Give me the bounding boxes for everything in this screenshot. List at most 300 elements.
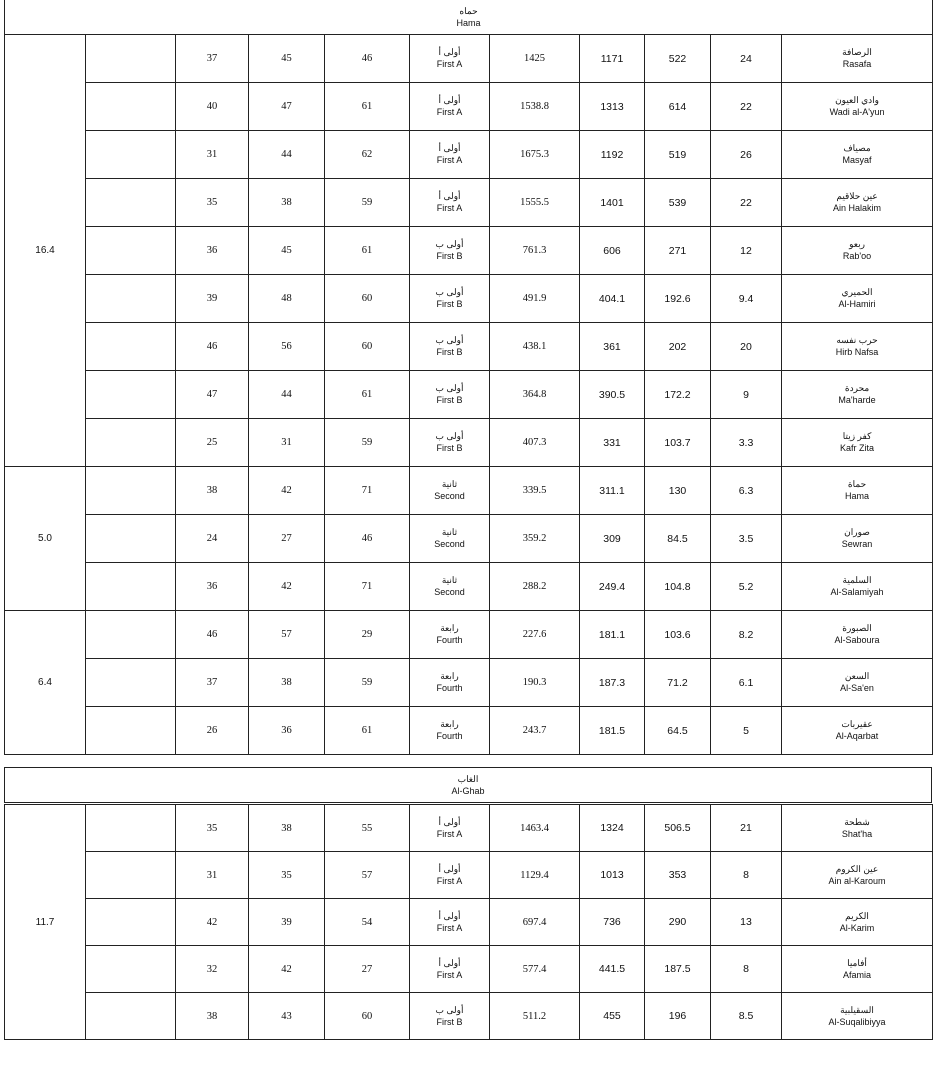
- value-cell: 38: [249, 805, 325, 852]
- value-cell: 539: [645, 179, 711, 227]
- value-cell: 55: [325, 805, 410, 852]
- value-cell: 181.5: [580, 707, 645, 755]
- table-row: [5, 611, 933, 659]
- value-cell: 1538.8: [490, 83, 580, 131]
- class-label-en: First A: [436, 875, 463, 886]
- value-cell: 46: [176, 323, 249, 371]
- class-label-en: First A: [436, 59, 463, 69]
- value-cell: 736: [580, 899, 645, 946]
- value-cell: 761.3: [490, 227, 580, 275]
- table-row: [5, 371, 933, 419]
- class-label-ar: ثانية: [441, 479, 458, 489]
- location-name-ar: السلمية: [842, 575, 872, 585]
- value-cell: 1425: [490, 35, 580, 83]
- value-cell: 20: [711, 323, 782, 371]
- location-cell: [782, 707, 933, 755]
- value-cell: 38: [176, 993, 249, 1040]
- empty-cell: [86, 35, 176, 83]
- location-cell: [782, 611, 933, 659]
- location-cell: [782, 659, 933, 707]
- location-name-en: Masyaf: [842, 155, 872, 165]
- value-cell: 24: [711, 35, 782, 83]
- class-label-ar: أولى ب: [435, 287, 464, 297]
- value-cell: 26: [176, 707, 249, 755]
- value-cell: 21: [711, 805, 782, 852]
- location-cell: [782, 35, 933, 83]
- location-name-ar: عين حلاقيم: [836, 191, 878, 201]
- class-label-en: First A: [436, 922, 463, 933]
- value-cell: 339.5: [490, 467, 580, 515]
- value-cell: 59: [325, 419, 410, 467]
- value-cell: 42: [249, 563, 325, 611]
- value-cell: 44: [249, 371, 325, 419]
- value-cell: 43: [249, 993, 325, 1040]
- value-cell: 511.2: [490, 993, 580, 1040]
- value-cell: 36: [249, 707, 325, 755]
- value-cell: 57: [325, 852, 410, 899]
- group-value-cell: 5.0: [5, 467, 86, 611]
- value-cell: 39: [176, 275, 249, 323]
- value-cell: 38: [249, 659, 325, 707]
- value-cell: 196: [645, 993, 711, 1040]
- table-row: [5, 805, 933, 852]
- value-cell: 47: [176, 371, 249, 419]
- value-cell: 103.7: [645, 419, 711, 467]
- value-cell: 9.4: [711, 275, 782, 323]
- value-cell: 61: [325, 707, 410, 755]
- class-cell: [410, 993, 490, 1040]
- class-label-en: First B: [436, 251, 463, 261]
- class-label-en: First B: [436, 443, 463, 453]
- class-cell: [410, 946, 490, 993]
- value-cell: 71: [325, 563, 410, 611]
- table-row: [5, 659, 933, 707]
- value-cell: 491.9: [490, 275, 580, 323]
- location-name-ar: صوران: [844, 527, 870, 537]
- class-cell: [410, 35, 490, 83]
- empty-cell: [86, 83, 176, 131]
- value-cell: 190.3: [490, 659, 580, 707]
- ghab-table: [4, 804, 933, 1040]
- value-cell: 331: [580, 419, 645, 467]
- location-cell: [782, 419, 933, 467]
- value-cell: 84.5: [645, 515, 711, 563]
- class-label-ar: أولى ب: [435, 383, 464, 393]
- section-title-en: Hama: [456, 17, 481, 28]
- location-name-ar: السعن: [844, 671, 870, 681]
- empty-cell: [86, 707, 176, 755]
- value-cell: 311.1: [580, 467, 645, 515]
- value-cell: 36: [176, 563, 249, 611]
- value-cell: 8: [711, 946, 782, 993]
- value-cell: 130: [645, 467, 711, 515]
- value-cell: 45: [249, 35, 325, 83]
- section-title-ar: حماه: [459, 5, 478, 16]
- class-label-ar: أولى ب: [435, 239, 464, 249]
- section-header-ghab: [5, 768, 932, 803]
- empty-cell: [86, 419, 176, 467]
- hama-table: [4, 0, 933, 755]
- location-name-ar: حماة: [847, 479, 867, 489]
- value-cell: 5.2: [711, 563, 782, 611]
- empty-cell: [86, 946, 176, 993]
- value-cell: 1324: [580, 805, 645, 852]
- class-label-en: Second: [434, 539, 465, 549]
- value-cell: 697.4: [490, 899, 580, 946]
- class-label-en: Fourth: [436, 635, 463, 645]
- value-cell: 13: [711, 899, 782, 946]
- class-label-en: Fourth: [436, 683, 463, 693]
- class-cell: [410, 323, 490, 371]
- value-cell: 46: [325, 515, 410, 563]
- section-header-hama: [5, 0, 933, 35]
- value-cell: 60: [325, 323, 410, 371]
- location-cell: [782, 946, 933, 993]
- table-row: [5, 227, 933, 275]
- location-name-ar: محردة: [844, 383, 870, 393]
- value-cell: 59: [325, 659, 410, 707]
- value-cell: 45: [249, 227, 325, 275]
- location-cell: [782, 323, 933, 371]
- location-name-en: Wadi al-A'yun: [829, 107, 885, 117]
- value-cell: 614: [645, 83, 711, 131]
- class-cell: [410, 899, 490, 946]
- location-name-ar: مصياف: [843, 143, 871, 153]
- value-cell: 364.8: [490, 371, 580, 419]
- class-cell: [410, 227, 490, 275]
- value-cell: 35: [176, 805, 249, 852]
- empty-cell: [86, 805, 176, 852]
- location-name-ar: أفاميا: [847, 957, 867, 968]
- class-cell: [410, 852, 490, 899]
- class-label-ar: أولى أ: [438, 47, 461, 57]
- location-name-ar: الحميري: [841, 287, 873, 297]
- value-cell: 62: [325, 131, 410, 179]
- value-cell: 27: [325, 946, 410, 993]
- location-cell: [782, 993, 933, 1040]
- value-cell: 35: [176, 179, 249, 227]
- table-row: [5, 35, 933, 83]
- empty-cell: [86, 323, 176, 371]
- location-name-en: Al-Suqalibiyya: [828, 1016, 886, 1027]
- value-cell: 44: [249, 131, 325, 179]
- table-row: [5, 707, 933, 755]
- value-cell: 47: [249, 83, 325, 131]
- group-value-cell: 11.7: [5, 805, 86, 1040]
- table-row: [5, 993, 933, 1040]
- value-cell: 243.7: [490, 707, 580, 755]
- empty-cell: [86, 275, 176, 323]
- value-cell: 359.2: [490, 515, 580, 563]
- value-cell: 1013: [580, 852, 645, 899]
- value-cell: 606: [580, 227, 645, 275]
- value-cell: 31: [249, 419, 325, 467]
- location-name-en: Rasafa: [842, 59, 872, 69]
- class-cell: [410, 515, 490, 563]
- location-name-ar: عين الكروم: [835, 863, 879, 874]
- class-label-ar: رابعة: [440, 623, 459, 633]
- value-cell: 42: [176, 899, 249, 946]
- location-name-en: Al-Saboura: [834, 635, 880, 645]
- value-cell: 3.5: [711, 515, 782, 563]
- value-cell: 192.6: [645, 275, 711, 323]
- location-name-en: Al-Sa'en: [840, 683, 874, 693]
- location-name-en: Kafr Zita: [840, 443, 875, 453]
- empty-cell: [86, 467, 176, 515]
- value-cell: 64.5: [645, 707, 711, 755]
- class-label-ar: أولى أ: [438, 143, 461, 153]
- ghab-header-table: [4, 767, 932, 803]
- value-cell: 3.3: [711, 419, 782, 467]
- class-cell: [410, 131, 490, 179]
- location-name-ar: الكريم: [845, 910, 869, 921]
- table-row: [5, 419, 933, 467]
- class-cell: [410, 275, 490, 323]
- class-label-en: First A: [436, 828, 463, 839]
- class-label-ar: رابعة: [440, 719, 459, 729]
- table-row: [5, 83, 933, 131]
- value-cell: 1313: [580, 83, 645, 131]
- value-cell: 187.3: [580, 659, 645, 707]
- location-cell: [782, 805, 933, 852]
- empty-cell: [86, 515, 176, 563]
- location-cell: [782, 371, 933, 419]
- location-name-en: Hirb Nafsa: [835, 347, 879, 357]
- value-cell: 60: [325, 993, 410, 1040]
- value-cell: 27: [249, 515, 325, 563]
- empty-cell: [86, 227, 176, 275]
- value-cell: 361: [580, 323, 645, 371]
- value-cell: 5: [711, 707, 782, 755]
- value-cell: 8.5: [711, 993, 782, 1040]
- value-cell: 29: [325, 611, 410, 659]
- value-cell: 71.2: [645, 659, 711, 707]
- class-label-en: First A: [436, 107, 463, 117]
- value-cell: 48: [249, 275, 325, 323]
- value-cell: 1401: [580, 179, 645, 227]
- location-cell: [782, 852, 933, 899]
- section-title-en: Al-Ghab: [451, 785, 485, 796]
- location-name-ar: كفر زيتا: [842, 431, 872, 441]
- class-label-en: Second: [434, 491, 465, 501]
- location-cell: [782, 131, 933, 179]
- value-cell: 1463.4: [490, 805, 580, 852]
- value-cell: 26: [711, 131, 782, 179]
- class-cell: [410, 805, 490, 852]
- location-name-ar: وادي العيون: [835, 95, 880, 105]
- value-cell: 187.5: [645, 946, 711, 993]
- class-cell: [410, 611, 490, 659]
- class-label-ar: أولى أ: [438, 95, 461, 105]
- value-cell: 59: [325, 179, 410, 227]
- location-cell: [782, 83, 933, 131]
- class-cell: [410, 83, 490, 131]
- class-label-en: First A: [436, 203, 463, 213]
- location-name-en: Ma'harde: [838, 395, 876, 405]
- location-name-en: Al-Hamiri: [838, 299, 876, 309]
- location-name-en: Rab'oo: [842, 251, 872, 261]
- table-row: [5, 323, 933, 371]
- location-cell: [782, 899, 933, 946]
- value-cell: 36: [176, 227, 249, 275]
- value-cell: 172.2: [645, 371, 711, 419]
- value-cell: 1555.5: [490, 179, 580, 227]
- table-row: [5, 131, 933, 179]
- group-value-cell: 16.4: [5, 35, 86, 467]
- table-row: [5, 467, 933, 515]
- value-cell: 46: [325, 35, 410, 83]
- empty-cell: [86, 852, 176, 899]
- table-row: [5, 563, 933, 611]
- location-name-en: Ain Halakim: [833, 203, 882, 213]
- value-cell: 227.6: [490, 611, 580, 659]
- value-cell: 35: [249, 852, 325, 899]
- class-cell: [410, 467, 490, 515]
- location-name-en: Shat'ha: [841, 828, 873, 839]
- empty-cell: [86, 993, 176, 1040]
- value-cell: 31: [176, 131, 249, 179]
- value-cell: 22: [711, 179, 782, 227]
- value-cell: 1171: [580, 35, 645, 83]
- empty-cell: [86, 659, 176, 707]
- value-cell: 42: [249, 946, 325, 993]
- value-cell: 407.3: [490, 419, 580, 467]
- table-row: [5, 179, 933, 227]
- value-cell: 12: [711, 227, 782, 275]
- value-cell: 6.3: [711, 467, 782, 515]
- value-cell: 39: [249, 899, 325, 946]
- empty-cell: [86, 611, 176, 659]
- value-cell: 25: [176, 419, 249, 467]
- location-name-ar: شطحة: [844, 816, 870, 827]
- group-value-cell: 6.4: [5, 611, 86, 755]
- value-cell: 353: [645, 852, 711, 899]
- location-cell: [782, 275, 933, 323]
- value-cell: 61: [325, 371, 410, 419]
- value-cell: 40: [176, 83, 249, 131]
- table-row: [5, 515, 933, 563]
- value-cell: 103.6: [645, 611, 711, 659]
- value-cell: 309: [580, 515, 645, 563]
- class-label-ar: أولى ب: [435, 431, 464, 441]
- location-name-en: Afamia: [842, 969, 871, 980]
- value-cell: 37: [176, 35, 249, 83]
- value-cell: 54: [325, 899, 410, 946]
- class-label-ar: أولى ب: [435, 335, 464, 345]
- location-name-ar: الرصافة: [842, 47, 872, 57]
- location-name-ar: ربعو: [849, 239, 865, 249]
- value-cell: 404.1: [580, 275, 645, 323]
- class-label-ar: أولى أ: [438, 191, 461, 201]
- value-cell: 290: [645, 899, 711, 946]
- location-name-en: Al-Karim: [839, 922, 875, 933]
- value-cell: 438.1: [490, 323, 580, 371]
- value-cell: 455: [580, 993, 645, 1040]
- class-label-en: First A: [436, 969, 463, 980]
- value-cell: 57: [249, 611, 325, 659]
- class-label-en: Second: [434, 587, 465, 597]
- value-cell: 1129.4: [490, 852, 580, 899]
- table-row: [5, 852, 933, 899]
- value-cell: 288.2: [490, 563, 580, 611]
- class-label-en: First A: [436, 155, 463, 165]
- class-cell: [410, 371, 490, 419]
- value-cell: 71: [325, 467, 410, 515]
- value-cell: 1192: [580, 131, 645, 179]
- value-cell: 31: [176, 852, 249, 899]
- value-cell: 8: [711, 852, 782, 899]
- value-cell: 37: [176, 659, 249, 707]
- class-label-ar: رابعة: [440, 671, 459, 681]
- empty-cell: [86, 131, 176, 179]
- value-cell: 1675.3: [490, 131, 580, 179]
- class-label-ar: أولى أ: [438, 957, 461, 968]
- value-cell: 577.4: [490, 946, 580, 993]
- value-cell: 46: [176, 611, 249, 659]
- class-label-ar: أولى أ: [438, 816, 461, 827]
- location-name-ar: عقيربات: [841, 719, 873, 729]
- empty-cell: [86, 371, 176, 419]
- empty-cell: [86, 899, 176, 946]
- class-label-ar: ثانية: [441, 575, 458, 585]
- value-cell: 6.1: [711, 659, 782, 707]
- value-cell: 38: [249, 179, 325, 227]
- value-cell: 9: [711, 371, 782, 419]
- class-label-en: Fourth: [436, 731, 463, 741]
- class-cell: [410, 563, 490, 611]
- table-row: [5, 946, 933, 993]
- value-cell: 519: [645, 131, 711, 179]
- location-name-ar: الصبورة: [842, 623, 872, 633]
- value-cell: 181.1: [580, 611, 645, 659]
- location-name-ar: حرب نفسه: [836, 335, 878, 345]
- value-cell: 56: [249, 323, 325, 371]
- class-label-ar: أولى ب: [435, 1004, 464, 1015]
- class-label-en: First B: [436, 1016, 463, 1027]
- location-name-en: Hama: [845, 491, 870, 501]
- value-cell: 38: [176, 467, 249, 515]
- class-label-ar: أولى أ: [438, 863, 461, 874]
- value-cell: 22: [711, 83, 782, 131]
- table-row: [5, 899, 933, 946]
- value-cell: 61: [325, 83, 410, 131]
- value-cell: 104.8: [645, 563, 711, 611]
- class-label-en: First B: [436, 347, 463, 357]
- class-label-ar: أولى أ: [438, 910, 461, 921]
- class-cell: [410, 659, 490, 707]
- value-cell: 506.5: [645, 805, 711, 852]
- value-cell: 42: [249, 467, 325, 515]
- location-cell: [782, 515, 933, 563]
- value-cell: 24: [176, 515, 249, 563]
- location-name-en: Al-Salamiyah: [830, 587, 884, 597]
- class-label-en: First B: [436, 395, 463, 405]
- location-cell: [782, 227, 933, 275]
- value-cell: 249.4: [580, 563, 645, 611]
- value-cell: 8.2: [711, 611, 782, 659]
- value-cell: 390.5: [580, 371, 645, 419]
- class-label-ar: ثانية: [441, 527, 458, 537]
- value-cell: 60: [325, 275, 410, 323]
- location-name-en: Al-Aqarbat: [835, 731, 879, 741]
- value-cell: 32: [176, 946, 249, 993]
- value-cell: 271: [645, 227, 711, 275]
- location-cell: [782, 563, 933, 611]
- section-title-ar: الغاب: [457, 773, 479, 784]
- class-cell: [410, 179, 490, 227]
- value-cell: 202: [645, 323, 711, 371]
- empty-cell: [86, 179, 176, 227]
